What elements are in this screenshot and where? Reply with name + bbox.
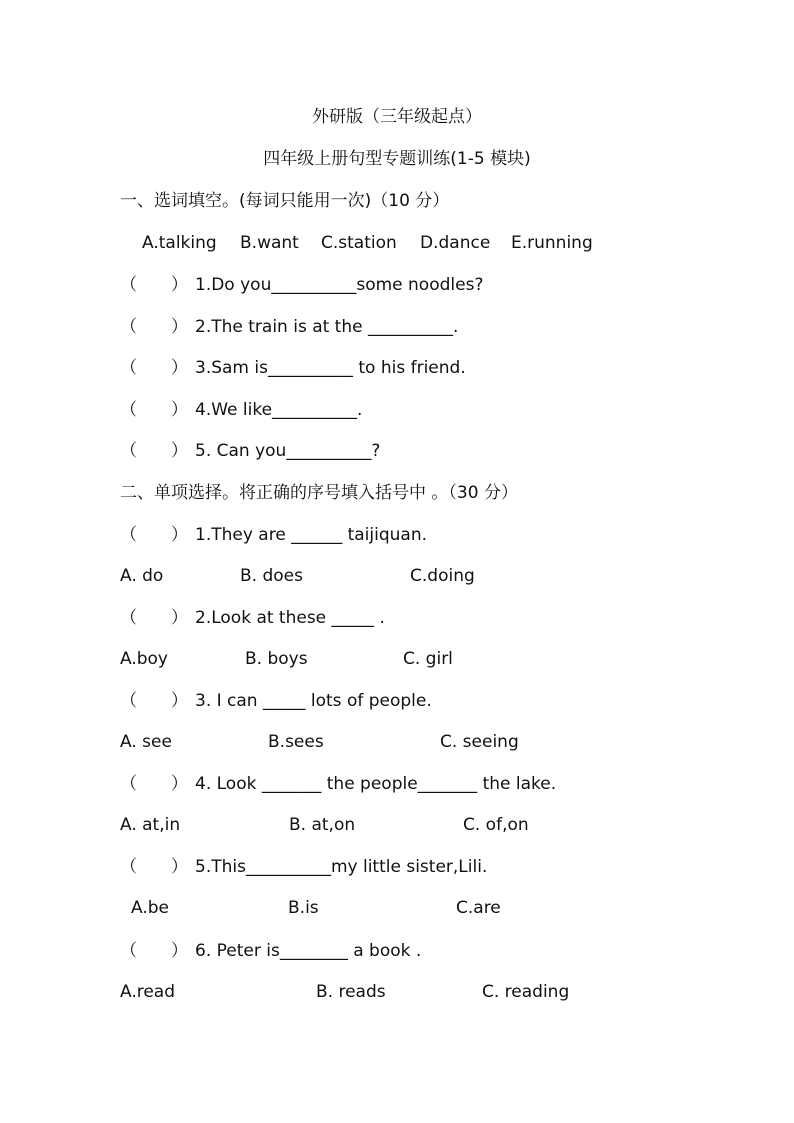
option-b: B.sees: [268, 732, 324, 752]
page-title: 外研版（三年级起点）: [312, 107, 482, 127]
option-a: A. at,in: [120, 815, 181, 835]
question-text: 6. Peter is________ a book .: [195, 941, 422, 961]
option-b: B.is: [288, 898, 319, 918]
question-text: 5. Can you__________?: [195, 441, 381, 461]
option-c: C. girl: [403, 649, 453, 669]
word-bank-item: D.dance: [420, 233, 491, 253]
answer-bracket[interactable]: （ ）: [120, 400, 188, 420]
word-bank-item: E.running: [511, 233, 593, 253]
option-b: B. at,on: [289, 815, 356, 835]
question-text: 4.We like__________.: [195, 400, 363, 420]
section1-heading: 一、选词填空。(每词只能用一次)（10 分）: [120, 191, 450, 211]
answer-bracket[interactable]: （ ）: [120, 691, 188, 711]
word-bank-item: B.want: [240, 233, 299, 253]
answer-bracket[interactable]: （ ）: [120, 317, 188, 337]
answer-bracket[interactable]: （ ）: [120, 857, 188, 877]
answer-bracket[interactable]: （ ）: [120, 941, 188, 961]
answer-bracket[interactable]: （ ）: [120, 275, 188, 295]
question-text: 1.Do you__________some noodles?: [195, 275, 484, 295]
option-c: C. of,on: [463, 815, 529, 835]
question-text: 3.Sam is__________ to his friend.: [195, 358, 466, 378]
option-a: A.boy: [120, 649, 168, 669]
question-text: 4. Look _______ the people_______ the lake.: [195, 774, 557, 794]
question-text: 1.They are ______ taijiquan.: [195, 525, 428, 545]
question-text: 2.The train is at the __________.: [195, 317, 459, 337]
answer-bracket[interactable]: （ ）: [120, 441, 188, 461]
option-a: A.be: [131, 898, 169, 918]
option-c: C. seeing: [440, 732, 519, 752]
option-b: B. does: [240, 566, 303, 586]
answer-bracket[interactable]: （ ）: [120, 525, 188, 545]
option-a: A.read: [120, 982, 176, 1002]
question-text: 5.This__________my little sister,Lili.: [195, 857, 488, 877]
answer-bracket[interactable]: （ ）: [120, 774, 188, 794]
question-text: 2.Look at these _____ .: [195, 608, 385, 628]
option-c: C.doing: [410, 566, 475, 586]
question-text: 3. I can _____ lots of people.: [195, 691, 432, 711]
option-c: C. reading: [482, 982, 570, 1002]
page-subtitle: 四年级上册句型专题训练(1-5 模块): [263, 149, 531, 169]
answer-bracket[interactable]: （ ）: [120, 608, 188, 628]
option-c: C.are: [456, 898, 501, 918]
option-a: A. do: [120, 566, 164, 586]
section2-heading: 二、单项选择。将正确的序号填入括号中 。（30 分）: [120, 483, 518, 503]
word-bank-item: A.talking: [142, 233, 217, 253]
word-bank-item: C.station: [321, 233, 397, 253]
option-b: B. reads: [316, 982, 386, 1002]
option-b: B. boys: [245, 649, 308, 669]
answer-bracket[interactable]: （ ）: [120, 358, 188, 378]
option-a: A. see: [120, 732, 172, 752]
